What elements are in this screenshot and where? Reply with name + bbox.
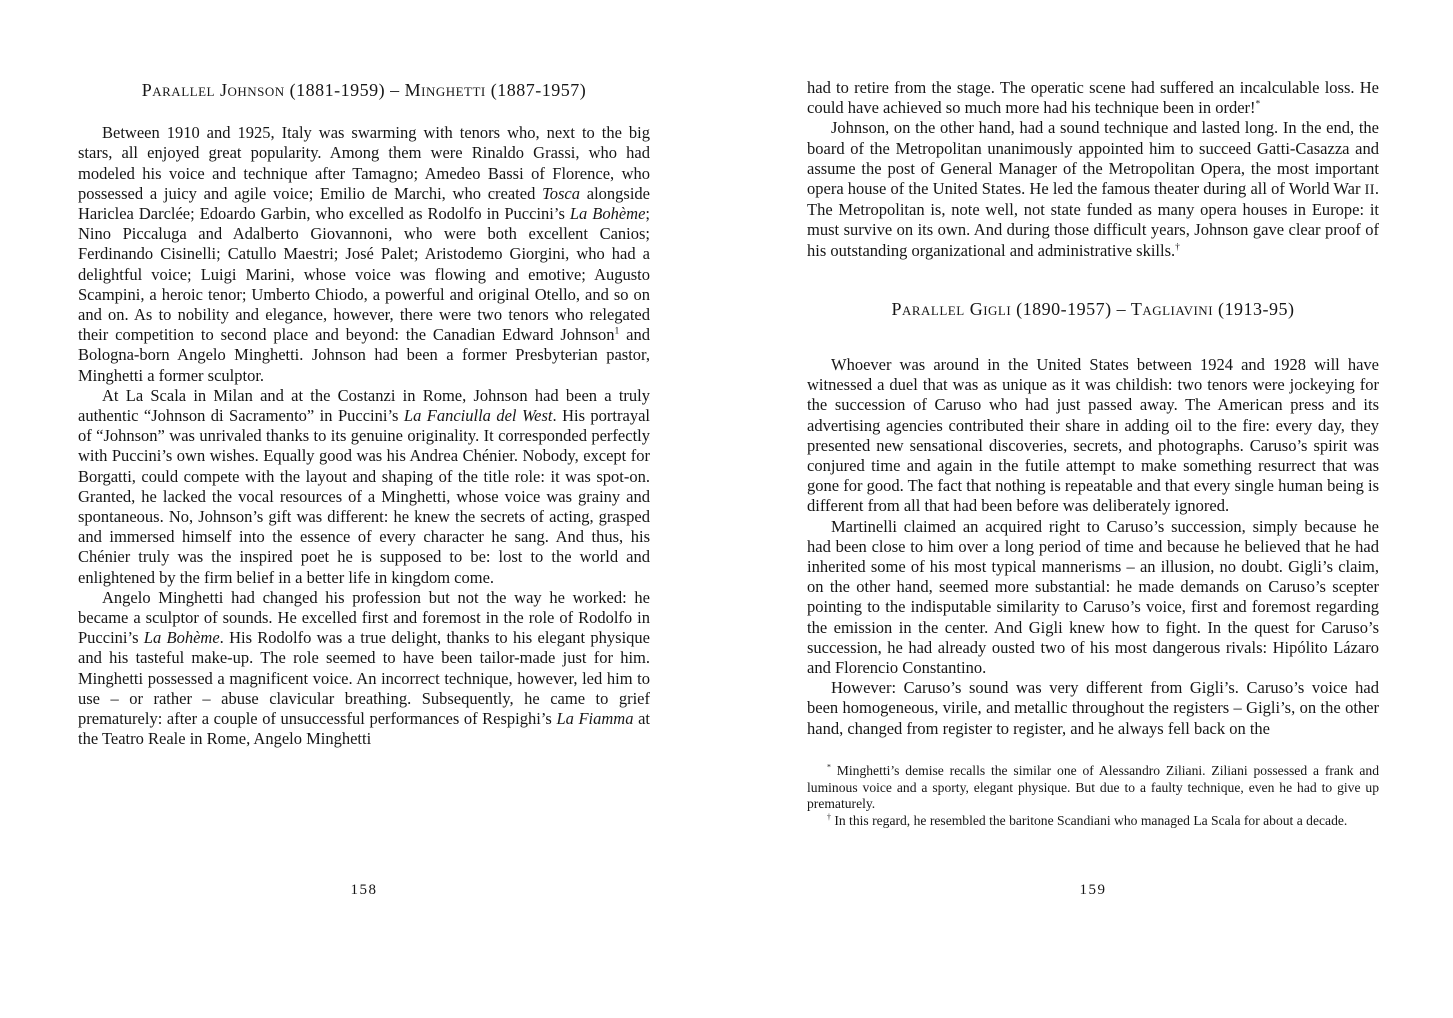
text-run: Martinelli claimed an acquired right to Caruso’s succession, simply because he had been close to him over a long period of time and because he believed that he had inherited some of his most typical mannerisms – an illusion, no doubt. Gigli’s claim, on the other hand, seemed more substantial: he made demands on Caruso’s scepter pointing to the indisputable similarity to Caruso’s voice, first and foremost regarding the emission in the center. And Gigli knew how to fight. In the quest for Caruso’s succession, he had already ousted two of his most dangerous rivals: Hipólito Lázaro and Florencio Constantino. xyxy=(807,516,1379,678)
paragraph xyxy=(807,355,1379,517)
text-run: In this regard, he resembled the baritone Scandiani who managed La Scala for about a decade. xyxy=(830,813,1348,829)
text-run: Johnson, on the other hand, had a sound technique and lasted long. In the end, the board of the Metropolitan unanimously appointed him to succeed Gatti-Casazza and assume the post of General Manager of the Metropolitan Opera, the most important opera house of the United States. He led the famous theater during all of World War xyxy=(807,118,1379,199)
text-run: . His portrayal of “Johnson” was unrivaled thanks to its genuine originality. It corresponded perfectly with Puccini’s own wishes. Equally good was his Andrea Chénier. Nobody, except for Borgatti, could compete with the layout and shaping of the title role: it was spot-on. Granted, he lacked the vocal resources of a Minghetti, whose voice was grainy and spontaneous. No, Johnson’s gift was different: he knew the secrets of acting, grasped and immersed himself into the essence of every character he sang. And thus, his Chénier truly was the inspired poet he is supposed to be: lost to the world and enlightened by the firm belief in a better life in kingdom come. xyxy=(78,406,650,587)
footnote-marker-asterisk: * xyxy=(827,762,831,772)
text-run: ; Nino Piccaluga and Adalberto Giovannoni, who were both excellent Canios; Ferdinando Cisinelli; Catullo Maestri; José Palet; Aristodemo Giorgini, who had a delightful voice; Luigi Marini, whose voice was flowing and emotive; Augusto Scampini, a heroic tenor; Umberto Chiodo, a powerful and original Otello, and so on and on. As to nobility and elegance, however, there were two tenors who relegated their competition to second place and beyond: the Canadian Edward Johnson xyxy=(78,204,650,345)
italic-work-title: La Bohème xyxy=(569,204,646,224)
italic-work-title: La Fiamma xyxy=(556,709,634,729)
paragraph xyxy=(807,118,1379,260)
small-caps-text: II xyxy=(1364,182,1375,199)
text-run: and Bologna-born Angelo Minghetti. Johnson had been a former Presbyterian pastor, Minghetti a former sculptor. xyxy=(78,325,650,385)
left-page xyxy=(78,80,650,750)
footnote-marker-dagger: † xyxy=(827,812,831,822)
text-run: However: Caruso’s sound was very different from Gigli’s. Caruso’s voice had been homogeneous, virile, and metallic throughout the registers – Gigli’s, on the other hand, changed from register to register, and he always fell back on the xyxy=(807,678,1379,738)
footnote-marker-asterisk: * xyxy=(1255,98,1261,110)
footnote-asterisk xyxy=(807,763,1379,813)
text-run: alongside Hariclea Darclée; Edoardo Garbin, who excelled as Rodolfo in Puccini’s xyxy=(78,183,650,224)
paragraph xyxy=(78,123,650,386)
right-page-top-body xyxy=(807,78,1379,261)
section-heading-gigli-tagliavini: Parallel Gigli (1890-1957) – Tagliavini (1913-95) xyxy=(891,298,1295,319)
text-run: Minghetti’s demise recalls the similar one of Alessandro Ziliani. Ziliani possessed a frank and luminous voice and a sporty, elegant physique. But due to a faulty technique, even he had to give up prematurely. xyxy=(807,762,1379,812)
footnote-dagger xyxy=(807,813,1379,830)
section-heading-johnson-minghetti: Parallel Johnson (1881-1959) – Minghetti (1887-1957) xyxy=(141,80,587,100)
text-run: Angelo Minghetti had changed his profession but not the way he worked: he became a sculptor of sounds. He excelled first and foremost in the role of Rodolfo in Puccini’s xyxy=(78,587,650,648)
endnote-marker: 1 xyxy=(614,325,620,337)
left-page-body xyxy=(78,123,650,749)
page-number-right: 159 xyxy=(1079,882,1107,898)
text-run: at the Teatro Reale in Rome, Angelo Minghetti xyxy=(78,709,650,749)
paragraph xyxy=(78,386,650,588)
text-run: Between 1910 and 1925, Italy was swarming with tenors who, next to the big stars, all enjoyed great popularity. Among them were Rinaldo Grassi, who had modeled his voice and technique after Tamagno; Amedeo Bassi of Florence, who possessed a juicy and agile voice; Emilio de Marchi, who created xyxy=(78,123,650,203)
text-run: had to retire from the stage. The operatic scene had suffered an incalculable loss. He could have achieved so much more had his technique been in order! xyxy=(807,78,1379,118)
text-run: Whoever was around in the United States between 1924 and 1928 will have witnessed a duel that was as unique as it was childish: two tenors were jockeying for the succession of Caruso who had just passed away. The American press and its advertising agencies contributed their share in adding oil to the fire: every day, they presented new sensational discoveries, secrets, and photographs. Caruso’s spirit was conjured time and again in the futile attempt to make something resurrect that was gone for good. The fact that nothing is repeatable and that every single human being is different from all that had been before was deliberately ignored. xyxy=(807,355,1379,516)
paragraph xyxy=(78,588,650,750)
italic-work-title: La Fanciulla del West xyxy=(403,406,553,426)
italic-work-title: La Bohème xyxy=(143,628,220,648)
paragraph xyxy=(807,78,1379,118)
right-page-section-body xyxy=(807,355,1379,739)
text-run: At La Scala in Milan and at the Costanzi in Rome, Johnson had been a truly authentic “Johnson di Sacramento” in Puccini’s xyxy=(78,385,650,426)
paragraph xyxy=(807,517,1379,679)
text-run: . The Metropolitan is, note well, not state funded as many opera houses in Europe: it must survive on its own. And during those difficult years, Johnson gave clear proof of his outstanding organizational and administrative skills. xyxy=(807,179,1379,260)
footnote-marker-dagger: † xyxy=(1175,241,1180,253)
italic-work-title: Tosca xyxy=(542,183,581,203)
footnotes-block xyxy=(807,763,1379,830)
page-number-left: 158 xyxy=(350,882,378,898)
right-page xyxy=(807,78,1379,830)
text-run: . His Rodolfo was a true delight, thanks to his elegant physique and his tasteful make-up. The role seemed to have been tailor-made just for him. Minghetti possessed a magnificent voice. An incorrect technique, however, led him to use – or rather – abuse clavicular breathing. Subsequently, he came to grief prematurely: after a couple of unsuccessful performances of Respighi’s xyxy=(78,628,651,729)
paragraph xyxy=(807,678,1379,739)
